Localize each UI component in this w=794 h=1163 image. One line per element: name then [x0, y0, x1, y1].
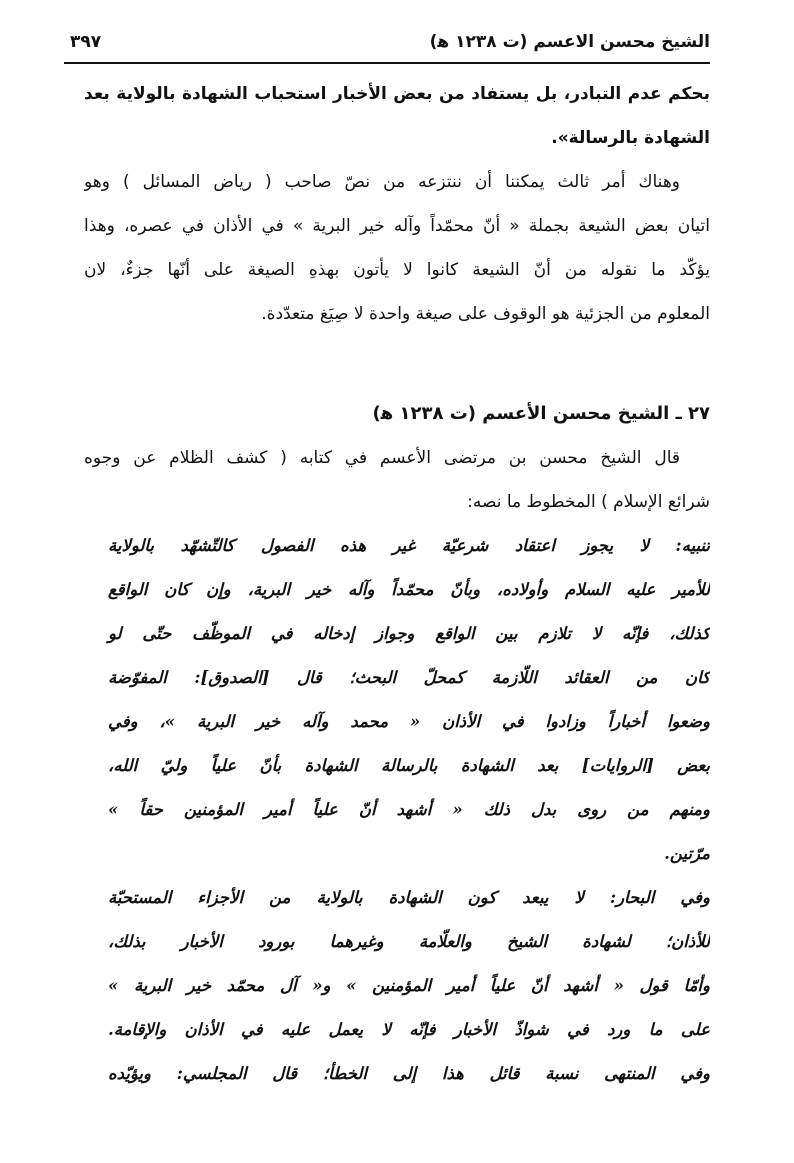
- quote-line: للأذان؛ لشهادة الشيخ والعلّامة وغيرهما بورود الأخبار بذلك،: [108, 932, 710, 951]
- section-heading: ٢٧ ـ الشيخ محسن الأعسم (ت ١٢٣٨ ﻫ): [372, 403, 710, 424]
- quote-block-tanbih: [84, 524, 710, 876]
- quote-line: وفي البحار: لا يبعد كون الشهادة بالولاية من الأجزاء المستحبّة: [108, 888, 710, 907]
- text-line: اتيان بعض الشيعة بجملة « أنّ محمّداً وآله خير البرية » في الأذان في عصره، وهذا: [84, 216, 710, 236]
- quote-block-bihar: [84, 876, 710, 1096]
- spacer: [84, 336, 710, 364]
- quote-line: على ما ورد في شواذّ الأخبار فإنّه لا يعمل عليه في الأذان والإقامة.: [108, 1020, 710, 1039]
- text-line: قال الشيخ محسن بن مرتضى الأعسم في كتابه ( كشف الظلام عن وجوه: [84, 448, 680, 468]
- paragraph-riyad: [84, 160, 710, 336]
- text-line: شرائع الإسلام ) المخطوط ما نصه:: [467, 492, 710, 512]
- header-title: الشيخ محسن الاعسم (ت ١٢٣٨ ﻫ): [429, 32, 710, 52]
- opening-paragraph: [84, 72, 710, 160]
- page-number: ٣٩٧: [70, 32, 102, 52]
- quote-line: وأمّا قول « أشهد أنّ علياً أمير المؤمنين » و« آل محمّد خير البرية »: [108, 976, 710, 995]
- text-line: بحكم عدم التبادر، بل يستفاد من بعض الأخبار استحباب الشهادة بالولاية بعد: [84, 84, 710, 104]
- page-body: [84, 72, 710, 1096]
- running-header: [64, 28, 710, 64]
- quote-line: تنبيه: لا يجوز اعتقاد شرعيّة غير هذه الفصول كالتّشهّد بالولاية: [108, 536, 710, 555]
- quote-line: مرّتين.: [664, 844, 710, 863]
- text-line: وهناك أمر ثالث يمكننا أن ننتزعه من نصّ صاحب ( رياض المسائل ) وهو: [84, 172, 680, 192]
- quote-line: كان من العقائد اللّازمة كمحلّ البحث؛ قال [الصدوق]: المفوّضة: [108, 668, 710, 687]
- quote-line: للأمير عليه السلام وأولاده، وبأنّ محمّداً وآله خير البرية، وإن كان الواقع: [108, 580, 710, 599]
- text-line: يؤكّد ما نقوله من أنّ الشيعة كانوا لا يأتون بهذهِ الصيغة على أنّها جزءٌ، لان: [84, 260, 710, 280]
- quote-line: وفي المنتهى نسبة قائل هذا إلى الخطأ؛ قال المجلسي: ويؤيّده: [108, 1064, 710, 1083]
- quote-line: ومنهم من روى بدل ذلك « أشهد أنّ علياً أمير المؤمنين حقاً »: [108, 800, 710, 819]
- quote-line: كذلك، فإنّه لا تلازم بين الواقع وجواز إدخاله في الموظّف حتّى لو: [108, 624, 710, 643]
- quote-line: بعض [الروايات] بعد الشهادة بالرسالة الشهادة بأنّ علياً وليّ الله،: [108, 756, 710, 775]
- quote-line: وضعوا أخباراً وزادوا في الأذان « محمد وآله خير البرية »، وفي: [108, 712, 710, 731]
- text-line: المعلوم من الجزئية هو الوقوف على صيغة واحدة لا صِيَغ متعدّدة.: [261, 304, 710, 324]
- text-line: الشهادة بالرسالة».: [551, 128, 710, 148]
- paragraph-intro: [84, 436, 710, 524]
